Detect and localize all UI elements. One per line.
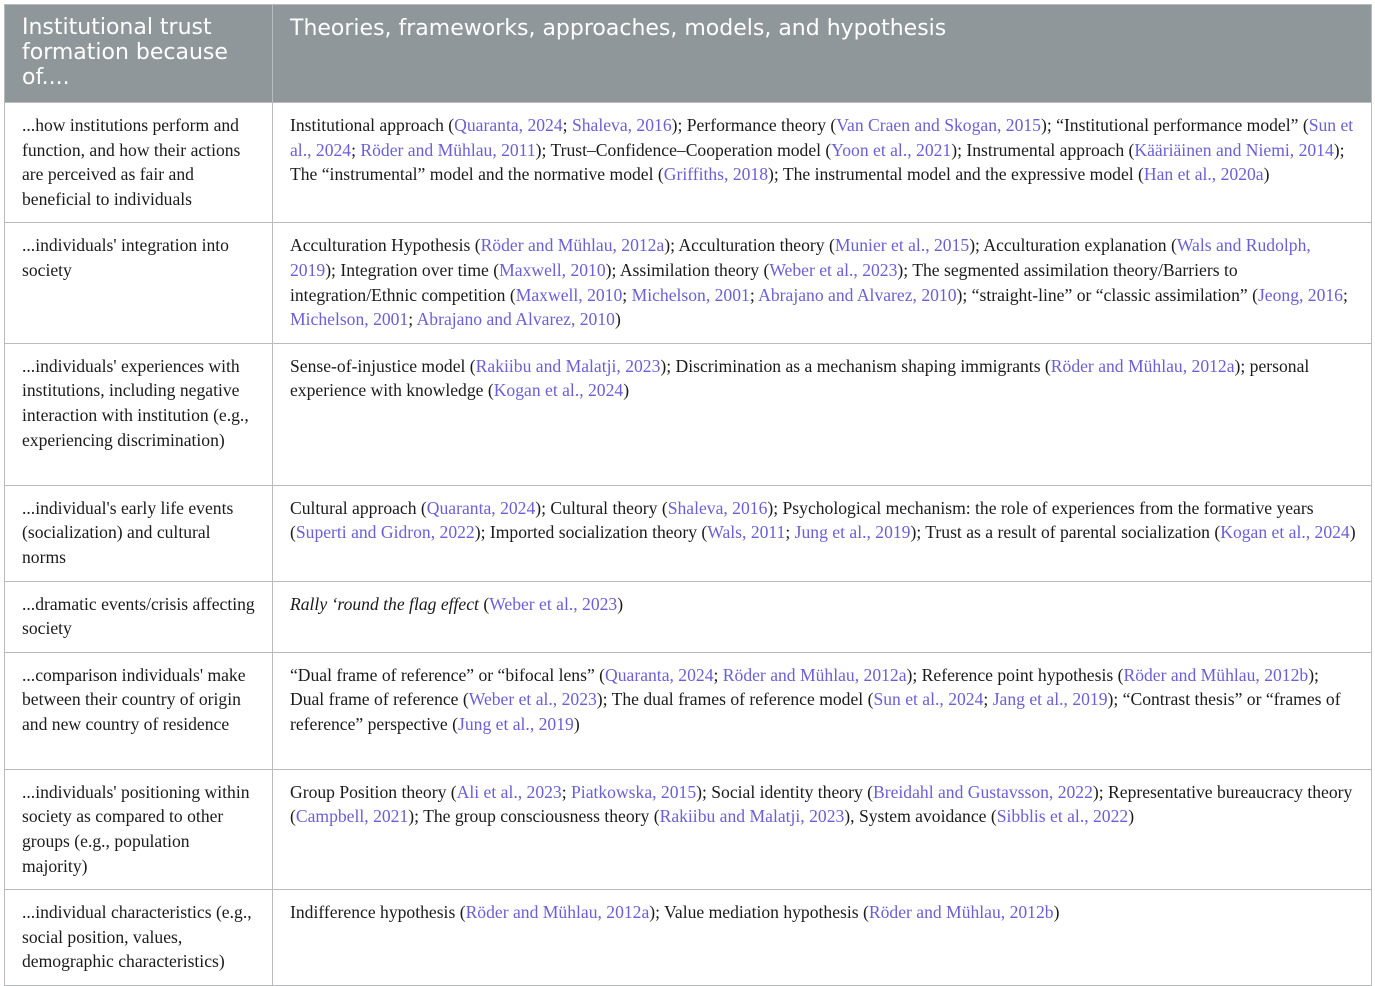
theory-text: ) <box>1349 522 1356 543</box>
theory-text: ; <box>408 309 417 330</box>
theories-cell <box>273 343 1372 485</box>
citation-link[interactable]: Piatkowska, 2015 <box>571 781 697 802</box>
theory-text: ); Acculturation explanation ( <box>969 235 1177 256</box>
theory-text: ) <box>1053 902 1060 923</box>
cause-cell: ...individuals' integration into society <box>5 223 273 343</box>
theory-text: ; <box>785 522 795 543</box>
theory-text: ; <box>713 664 723 685</box>
theory-text: ) <box>573 713 580 734</box>
table-row <box>5 581 1372 652</box>
table-row <box>5 890 1372 986</box>
citation-link[interactable]: Weber et al., 2023 <box>489 593 618 614</box>
theory-text: ); Psychological mechanism: the role of experiences from the formative years ( <box>290 497 1314 543</box>
citation-link[interactable]: Shaleva, 2016 <box>667 497 768 518</box>
table-row <box>5 485 1372 581</box>
theory-text: ); Value mediation hypothesis ( <box>649 902 869 923</box>
theory-text: ); Acculturation theory ( <box>664 235 835 256</box>
theory-text: ; <box>749 284 759 305</box>
citation-link[interactable]: Quaranta, 2024 <box>426 497 536 518</box>
citation-link[interactable]: Han et al., 2020a <box>1143 164 1264 185</box>
theory-text: ); The group consciousness theory ( <box>408 806 660 827</box>
theory-text: ); The instrumental model and the expressive model ( <box>768 164 1144 185</box>
citation-link[interactable]: Sibblis et al., 2022 <box>996 806 1129 827</box>
citation-link[interactable]: Röder and Mühlau, 2012a <box>722 664 907 685</box>
theory-text: ) <box>623 380 630 401</box>
citation-link[interactable]: Rakiibu and Malatji, 2023 <box>659 806 845 827</box>
theory-text: ), System avoidance ( <box>844 806 997 827</box>
citation-link[interactable]: Michelson, 2001 <box>631 284 750 305</box>
theory-text: ); Discrimination as a mechanism shaping immigrants ( <box>660 355 1051 376</box>
citation-link[interactable]: Maxwell, 2010 <box>515 284 623 305</box>
theory-text: ); Representative bureaucracy theory ( <box>290 781 1353 827</box>
cause-cell: ...individuals' positioning within society as compared to other groups (e.g., population majority) <box>5 769 273 889</box>
table-header-row <box>5 5 1372 103</box>
citation-link[interactable]: Quaranta, 2024 <box>605 664 714 685</box>
theory-text: ; <box>1342 284 1348 305</box>
citation-link[interactable]: Superti and Gidron, 2022 <box>295 522 475 543</box>
theory-text: ); The segmented assimilation theory/Barriers to integration/Ethnic competition ( <box>290 259 1238 305</box>
theory-text: ( <box>478 593 490 614</box>
theory-text: ); Assimilation theory ( <box>605 259 770 280</box>
citation-link[interactable]: Shaleva, 2016 <box>571 115 672 135</box>
theory-text: ) <box>1263 164 1270 185</box>
theories-cell <box>273 769 1372 889</box>
cause-cell: ...individual characteristics (e.g., social position, values, demographic characteristics) <box>5 890 273 986</box>
theory-text: ; <box>622 284 632 305</box>
citation-link[interactable]: Kääriäinen and Niemi, 2014 <box>1134 139 1334 160</box>
cause-cell: ...individual's early life events (socialization) and cultural norms <box>5 485 273 581</box>
citation-link[interactable]: Ali et al., 2023 <box>456 781 562 802</box>
citation-link[interactable]: Sun et al., 2024 <box>873 689 984 710</box>
theory-text: ) <box>617 593 624 614</box>
header-theories: Theories, frameworks, approaches, models, and hypothesis <box>273 5 1372 103</box>
citation-link[interactable]: Rakiibu and Malatji, 2023 <box>475 355 661 376</box>
italic-theory-name: Rally ‘round the flag effect <box>290 593 479 614</box>
citation-link[interactable]: Sun et al., 2024 <box>290 115 1354 160</box>
theory-text: ); The “instrumental” model and the normative model ( <box>290 139 1345 185</box>
cause-cell: ...dramatic events/crisis affecting society <box>5 581 273 652</box>
theory-text: Indifference hypothesis ( <box>290 902 466 923</box>
theory-text: Institutional approach ( <box>290 115 455 135</box>
theory-text: ); Dual frame of reference ( <box>290 664 1319 710</box>
theory-text: Cultural approach ( <box>290 497 427 518</box>
citation-link[interactable]: Röder and Mühlau, 2012a <box>1050 355 1235 376</box>
table-row <box>5 103 1372 223</box>
table-row <box>5 769 1372 889</box>
citation-link[interactable]: Weber et al., 2023 <box>769 259 898 280</box>
citation-link[interactable]: Abrajano and Alvarez, 2010 <box>416 309 615 330</box>
citation-link[interactable]: Van Craen and Skogan, 2015 <box>836 115 1041 135</box>
citation-link[interactable]: Breidahl and Gustavsson, 2022 <box>873 781 1093 802</box>
theory-text: Group Position theory ( <box>290 781 457 802</box>
theory-text: ); personal experience with knowledge ( <box>290 355 1310 401</box>
header-cause: Institutional trust formation because of.... <box>5 5 273 103</box>
citation-link[interactable]: Yoon et al., 2021 <box>831 139 952 160</box>
theory-text: ); “Contrast thesis” or “frames of reference” perspective ( <box>290 689 1341 734</box>
theory-text: ); Social identity theory ( <box>696 781 873 802</box>
theory-text: ; <box>351 139 361 160</box>
citation-link[interactable]: Jang et al., 2019 <box>992 689 1108 710</box>
theory-text: ) <box>614 309 621 330</box>
citation-link[interactable]: Jung et al., 2019 <box>794 522 911 543</box>
theory-text: ); Integration over time ( <box>325 259 500 280</box>
citation-link[interactable]: Munier et al., 2015 <box>834 235 970 256</box>
theory-text: ); Cultural theory ( <box>535 497 668 518</box>
theory-text: Sense-of-injustice model ( <box>290 355 476 376</box>
citation-link[interactable]: Kogan et al., 2024 <box>493 380 624 401</box>
theories-cell <box>273 652 1372 769</box>
theory-text: ); The dual frames of reference model ( <box>596 689 874 710</box>
citation-link[interactable]: Maxwell, 2010 <box>499 259 606 280</box>
theory-text: ); “Institutional performance model” ( <box>1040 115 1309 135</box>
citation-link[interactable]: Kogan et al., 2024 <box>1220 522 1350 543</box>
citation-link[interactable]: Röder and Mühlau, 2012a <box>465 902 650 923</box>
citation-link[interactable]: Röder and Mühlau, 2012b <box>1123 664 1309 685</box>
theories-cell <box>273 581 1372 652</box>
theory-text: ); Reference point hypothesis ( <box>906 664 1124 685</box>
theories-cell <box>273 223 1372 343</box>
theory-text: “Dual frame of reference” or “bifocal lens” ( <box>290 664 606 685</box>
cause-cell: ...how institutions perform and function, and how their actions are perceived as fair and beneficial to individuals <box>5 103 273 223</box>
theory-text: ; <box>562 115 572 135</box>
citation-link[interactable]: Griffiths, 2018 <box>663 164 769 185</box>
citation-link[interactable]: Abrajano and Alvarez, 2010 <box>758 284 957 305</box>
citation-link[interactable]: Campbell, 2021 <box>295 806 409 827</box>
theory-text: Acculturation Hypothesis ( <box>290 235 481 256</box>
citation-link[interactable]: Wals, 2011 <box>707 522 786 543</box>
citation-link[interactable]: Jung et al., 2019 <box>458 713 574 734</box>
theory-text: ; <box>561 781 572 802</box>
table-row <box>5 343 1372 485</box>
theory-text: ); “straight-line” or “classic assimilation” ( <box>956 284 1258 305</box>
citation-link[interactable]: Weber et al., 2023 <box>468 689 597 710</box>
theory-text: ) <box>1128 806 1135 827</box>
citation-link[interactable]: Wals and Rudolph, 2019 <box>290 235 1311 280</box>
theory-text: ); Trust–Confidence–Cooperation model ( <box>535 139 832 160</box>
table-row <box>5 223 1372 343</box>
theory-text: ); Instrumental approach ( <box>951 139 1135 160</box>
citation-link[interactable]: Röder and Mühlau, 2012b <box>868 902 1054 923</box>
table-row <box>5 652 1372 769</box>
theory-text: ); Imported socialization theory ( <box>474 522 708 543</box>
cause-cell: ...individuals' experiences with institutions, including negative interaction with institution (e.g., experiencing discrimination) <box>5 343 273 485</box>
citation-link[interactable]: Röder and Mühlau, 2012a <box>480 235 665 256</box>
theories-cell <box>273 485 1372 581</box>
citation-link[interactable]: Röder and Mühlau, 2011 <box>360 139 536 160</box>
theory-text: ; <box>983 689 993 710</box>
theories-cell <box>273 103 1372 223</box>
theory-text: ); Trust as a result of parental socialization ( <box>910 522 1221 543</box>
citation-link[interactable]: Jeong, 2016 <box>1257 284 1343 305</box>
theories-table <box>4 4 1372 986</box>
theory-text: ); Performance theory ( <box>671 115 837 135</box>
theories-cell <box>273 890 1372 986</box>
citation-link[interactable]: Michelson, 2001 <box>290 309 409 330</box>
cause-cell: ...comparison individuals' make between their country of origin and new country of residence <box>5 652 273 769</box>
citation-link[interactable]: Quaranta, 2024 <box>454 115 563 135</box>
